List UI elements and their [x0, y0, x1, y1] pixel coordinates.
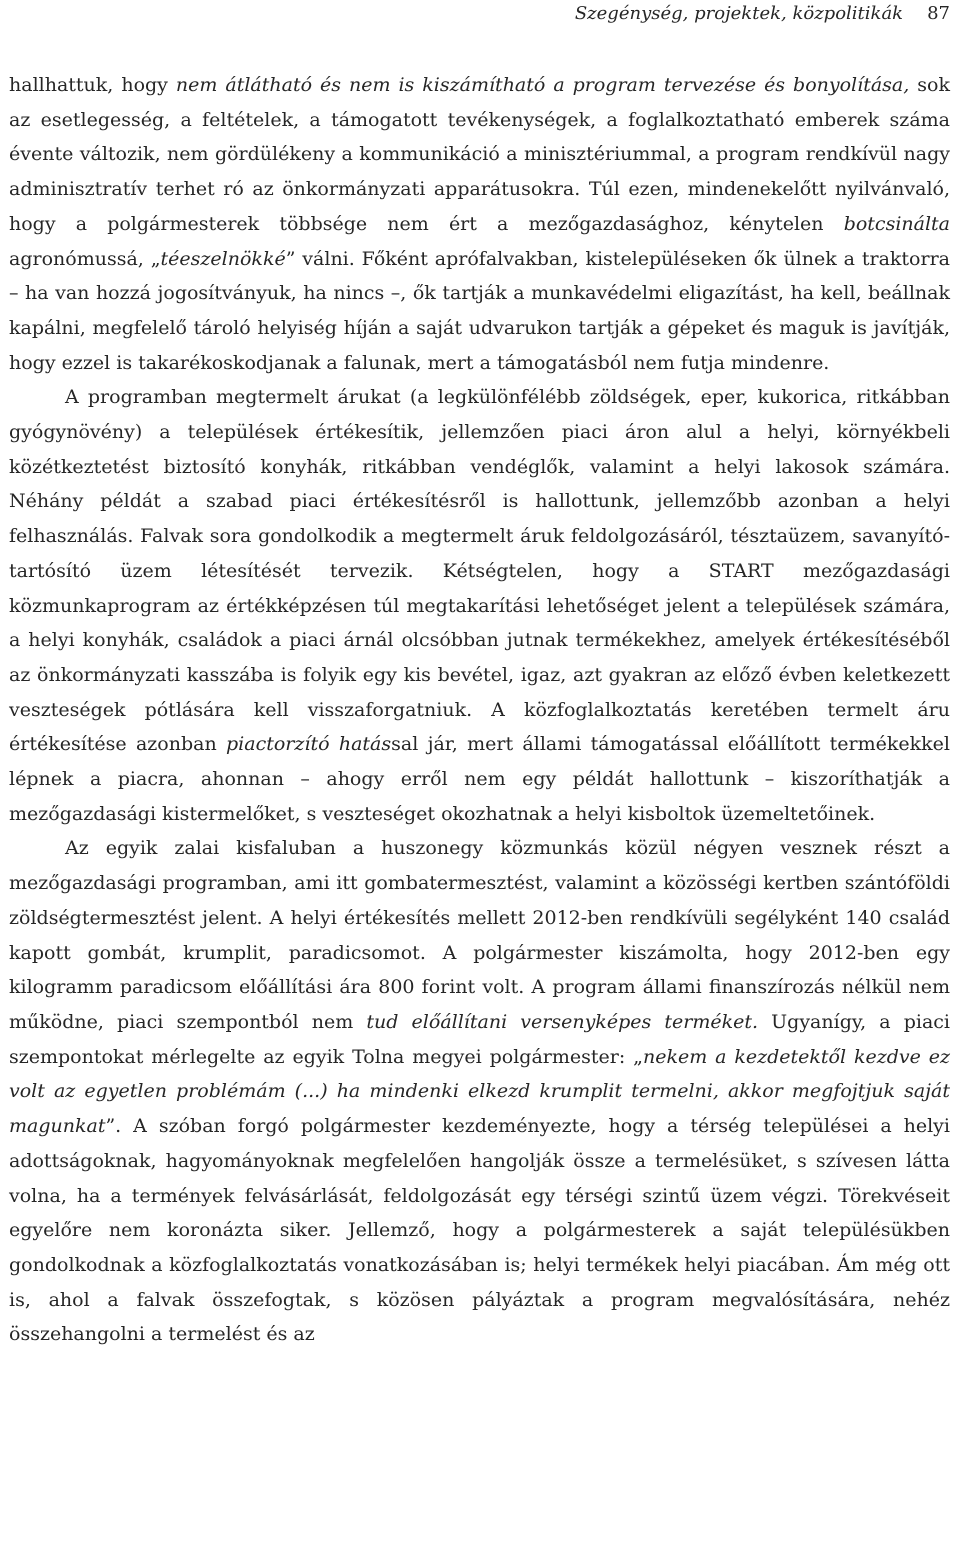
italic-text-run: piactorzító hatás	[226, 733, 392, 756]
body-text	[9, 68, 950, 1352]
italic-text-run: nem átlátható és nem is kiszámítható a program tervezése és bonyolítása,	[175, 74, 910, 96]
paragraph-1	[9, 68, 950, 380]
text-run: Ugyanígy, a piaci szempontokat mérlegelte az egyik Tolna megyei polgármester: „	[9, 1010, 950, 1068]
text-run: A programban megtermelt árukat (a legkülönfélébb zöldségek, eper, kukorica, ritkábban gyógynövény) a települések értékesítik, jellemzően piaci áron alul a helyi, környékbeli közétkeztetést biztosító konyhák, ritkábban vendéglők, valamint a helyi lakosok számára. Néhány példát a szabad piaci értékesítésről is hallottunk, jellemzőbb azonban a helyi felhasználás. Falvak sora gondolkodik a megtermelt áruk feldolgozásáról, tésztaüzem, savanyító-tartósító üzem létesítését tervezik. Kétségtelen, hogy a START mezőgazdasági közmunkaprogram az értékképzésen túl megtakarítási lehetőséget jelent a települések számára, a helyi konyhák, családok a piaci árnál olcsóbban jutnak termékekhez, amelyek értékesítéséből az önkormányzati kasszába is folyik egy kis bevétel, igaz, azt gyakran az előző évben keletkezett veszteségek pótlására kell visszaforgatniuk. A közfoglalkoztatás keretében termelt áru értékesítése azonban	[9, 386, 950, 756]
italic-text-run: téeszelnökké	[160, 247, 286, 270]
running-header	[575, 3, 950, 24]
paragraph-3	[9, 831, 950, 1352]
text-run: ”. A szóban forgó polgármester kezdeményezte, hogy a térség települései a helyi adottságoknak, hagyományoknak megfelelően hangolják össze a termelésüket, s szívesen látta volna, ha a termények felvásárlását, feldolgozását egy térségi szintű üzem végzi. Törekvéseit egyelőre nem koronázta siker. Jellemző, hogy a polgármesterek a saját településükben gondolkodnak a közfoglalkoztatás vonatkozásában is; helyi termékek helyi piacában. Ám még ott is, ahol a falvak összefogtak, s közösen pályáztak a program megvalósítására, nehéz összehangolni a termelést és az	[9, 1115, 950, 1346]
text-run: hallhattuk, hogy	[9, 74, 176, 96]
text-run: sal jár, mert állami támogatással előállított termékekkel lépnek a piacra, ahonnan – ahogy erről nem egy példát hallottunk – kiszoríthatják a mezőgazdasági kistermelőket, s veszteséget okozhatnak a helyi kisboltok üzemeltetőinek.	[9, 733, 951, 825]
text-run: agronómussá, „	[9, 247, 161, 270]
running-title: Szegénység, projektek, közpolitikák	[574, 3, 904, 24]
text-run: sok az esetlegesség, a feltételek, a támogatott tevékenységek, a foglalkoztatható emberek száma évente változik, nem gördülékeny a kommunikáció a minisztériummal, a program rendkívül nagy adminisztratív terhet ró az önkormányzati apparátusokra. Túl ezen, mindenekelőtt nyilvánvaló, hogy a polgármesterek többsége nem ért a mezőgazdasághoz, kénytelen	[9, 74, 950, 235]
italic-text-run: nekem a kezdetektől kezdve ez volt az egyetlen problémám (...) ha mindenki elkezd krumplit termelni, akkor megfojtjuk saját magunkat	[9, 1045, 950, 1138]
italic-text-run: tud előállítani versenyképes terméket.	[366, 1010, 759, 1033]
text-run: ” válni. Főként aprófalvakban, kistelepüléseken ők ülnek a traktorra – ha van hozzá jogosítványuk, ha nincs –, ők tartják a munkavédelmi eligazítást, ha kell, beállnak kapálni, megfelelő tároló helyiség híján a saját udvarukon tartják a gépeket és maguk is javítják, hogy ezzel is takarékoskodjanak a falunak, mert a támogatásból nem futja mindenre.	[9, 247, 950, 374]
paragraph-2	[9, 380, 950, 831]
page-number: 87	[927, 3, 950, 24]
text-run: Az egyik zalai kisfaluban a huszonegy közmunkás közül négyen vesznek részt a mezőgazdasági programban, ami itt gombatermesztést, valamint a közösségi kertben szántóföldi zöldségtermesztést jelent. A helyi értékesítés mellett 2012-ben rendkívüli segélyként 140 család kapott gombát, krumplit, paradicsomot. A polgármester kiszámolta, hogy 2012-ben egy kilogramm paradicsom előállítási ára 800 forint volt. A program állami finanszírozás nélkül nem működne, piaci szempontból nem	[9, 837, 950, 1033]
italic-text-run: botcsinálta	[843, 212, 950, 235]
